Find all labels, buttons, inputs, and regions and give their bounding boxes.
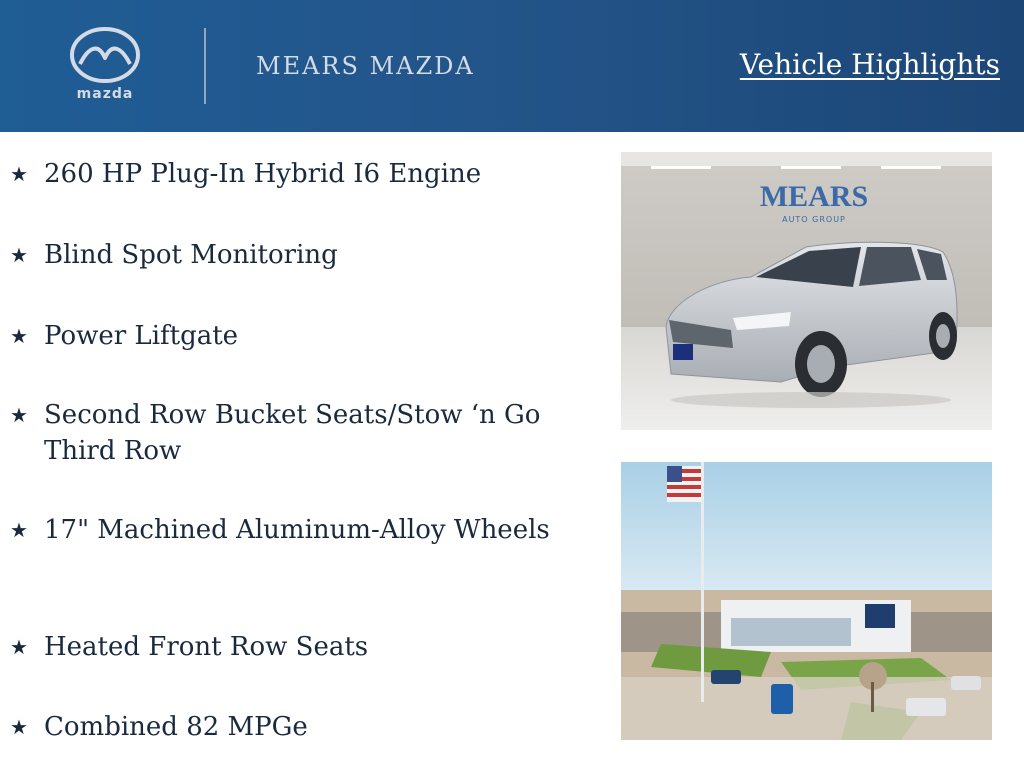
star-icon: ★ (10, 715, 28, 739)
feature-text: Combined 82 MPGe (44, 712, 308, 742)
feature-text: 260 HP Plug-In Hybrid I6 Engine (44, 159, 482, 189)
showroom-sign: MEARS (759, 180, 869, 213)
star-icon: ★ (10, 243, 28, 267)
feature-item (10, 629, 570, 665)
star-icon: ★ (10, 635, 28, 659)
star-icon: ★ (10, 518, 28, 542)
header-divider (204, 28, 206, 104)
mazda-emblem-icon (60, 26, 150, 86)
dealership-photo (621, 462, 992, 740)
mazda-wordmark: mazda (76, 86, 134, 102)
header-banner (0, 0, 1024, 132)
feature-text: Power Liftgate (44, 321, 239, 351)
feature-text: Blind Spot Monitoring (44, 240, 338, 270)
feature-item (10, 237, 570, 273)
star-icon: ★ (10, 324, 28, 348)
feature-item (10, 709, 570, 745)
star-icon: ★ (10, 162, 28, 186)
feature-text: Second Row Bucket Seats/Stow ‘n Go Third Row (44, 400, 541, 466)
feature-item (10, 512, 570, 548)
feature-item (10, 156, 570, 192)
feature-text: 17" Machined Aluminum-Alloy Wheels (44, 515, 550, 545)
vehicle-photo (621, 152, 992, 430)
feature-text: Heated Front Row Seats (44, 632, 369, 662)
feature-item (10, 397, 570, 469)
feature-item (10, 318, 570, 354)
vehicle-highlights-link[interactable]: Vehicle Highlights (739, 48, 1000, 81)
dealer-name: MEARS MAZDA (256, 52, 475, 80)
star-icon: ★ (10, 403, 28, 427)
mazda-logo (60, 26, 150, 106)
showroom-sign-sub: AUTO GROUP (782, 215, 846, 224)
